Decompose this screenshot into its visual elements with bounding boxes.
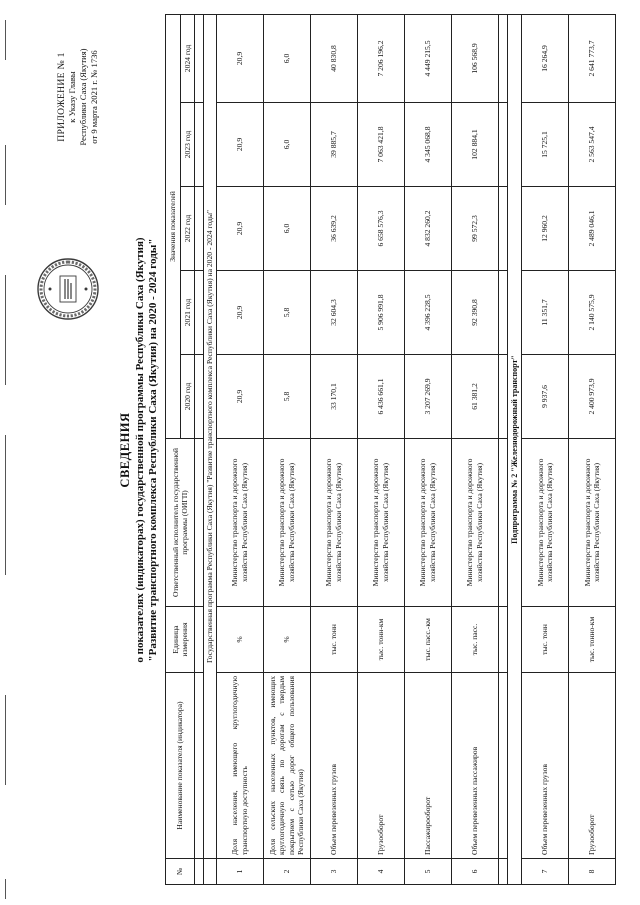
- row-value: 61 381,2: [451, 355, 498, 439]
- row-value: 99 572,3: [451, 187, 498, 271]
- row-exec: Министерство транспорта и дорожного хозяйства Республики Саха (Якутия): [357, 439, 404, 607]
- row-unit: тыс. тонно-км: [569, 607, 616, 673]
- col-header-year: 2021 год: [180, 271, 195, 355]
- row-value: 92 390,8: [451, 271, 498, 355]
- row-value: 6,0: [263, 187, 310, 271]
- row-value: 3 207 269,9: [404, 355, 451, 439]
- row-name: Грузооборот: [569, 673, 616, 859]
- spacer-row: [195, 14, 204, 884]
- spacer-row: [498, 14, 507, 884]
- row-num: 1: [216, 859, 263, 885]
- row-exec: Министерство транспорта и дорожного хозяйства Республики Саха (Якутия): [310, 439, 357, 607]
- col-header-num: №: [166, 859, 195, 885]
- row-value: 2 400 973,9: [569, 355, 616, 439]
- row-value: 20,9: [216, 14, 263, 102]
- row-value: 20,9: [216, 355, 263, 439]
- col-header-year: 2024 год: [180, 14, 195, 102]
- table-row: [522, 14, 569, 884]
- table-row: [404, 14, 451, 884]
- row-value: 20,9: [216, 271, 263, 355]
- document-subtitle: о показателях (индикаторах) государственной программы Республики Саха (Якутия): [134, 237, 146, 663]
- row-exec: Министерство транспорта и дорожного хозяйства Республики Саха (Якутия): [451, 439, 498, 607]
- row-value: 2 489 046,1: [569, 187, 616, 271]
- row-value: 4 396 228,5: [404, 271, 451, 355]
- row-value: 32 604,3: [310, 271, 357, 355]
- row-exec: Министерство транспорта и дорожного хозяйства Республики Саха (Якутия): [522, 439, 569, 607]
- table-row: [216, 14, 263, 884]
- row-unit: %: [263, 607, 310, 673]
- row-num: 2: [263, 859, 310, 885]
- row-unit: тыс. тонн-км: [357, 607, 404, 673]
- row-name: Грузооборот: [357, 673, 404, 859]
- row-exec: Министерство транспорта и дорожного хозяйства Республики Саха (Якутия): [263, 439, 310, 607]
- row-name: Объем перевезенных грузов: [522, 673, 569, 859]
- row-value: 6,0: [263, 14, 310, 102]
- table-row: [357, 14, 404, 884]
- row-value: 33 170,1: [310, 355, 357, 439]
- row-value: 6 436 661,1: [357, 355, 404, 439]
- col-header-year: 2023 год: [180, 103, 195, 187]
- row-value: 7 063 421,8: [357, 103, 404, 187]
- appendix-line-3: от 9 марта 2021 г. № 1736: [89, 50, 99, 144]
- row-unit: тыс. тонн: [522, 607, 569, 673]
- row-num: 6: [451, 859, 498, 885]
- row-num: 3: [310, 859, 357, 885]
- appendix-title: ПРИЛОЖЕНИЕ № 1: [56, 52, 67, 142]
- program-section-row: [204, 14, 217, 884]
- indicators-table: [165, 14, 616, 885]
- document-title: СВЕДЕНИЯ: [118, 412, 132, 488]
- row-exec: Министерство транспорта и дорожного хозяйства Республики Саха (Якутия): [569, 439, 616, 607]
- row-num: 8: [569, 859, 616, 885]
- row-value: 15 725,1: [522, 103, 569, 187]
- row-name: Доля сельских населенных пунктов, имеющих круглогодичную связь по дорогам с твердым покрытием с сетью дорог общего пользования Республики Саха (Якутия): [263, 673, 310, 859]
- row-name: Объем перевезенных пассажиров: [451, 673, 498, 859]
- row-unit: тыс. пасс.: [451, 607, 498, 673]
- row-exec: Министерство транспорта и дорожного хозяйства Республики Саха (Якутия): [404, 439, 451, 607]
- official-seal-icon: [36, 257, 100, 321]
- row-value: 39 885,7: [310, 103, 357, 187]
- scan-edge-lines: [0, 0, 14, 905]
- row-value: 6,0: [263, 103, 310, 187]
- col-header-year: 2020 год: [180, 355, 195, 439]
- row-value: 102 884,1: [451, 103, 498, 187]
- document-heading: [118, 135, 159, 765]
- table-row: [451, 14, 498, 884]
- row-value: 9 937,6: [522, 355, 569, 439]
- row-value: 2 140 575,9: [569, 271, 616, 355]
- row-value: 40 830,8: [310, 14, 357, 102]
- subprogram-rows: [522, 14, 616, 884]
- row-value: 11 351,7: [522, 271, 569, 355]
- appendix-line-1: к Указу Главы: [67, 71, 77, 123]
- row-unit: %: [216, 607, 263, 673]
- program-title: "Развитие транспортного комплекса Республики Саха (Якутия) на 2020 - 2024 годы": [147, 238, 159, 662]
- row-value: 12 960,2: [522, 187, 569, 271]
- row-value: 20,9: [216, 103, 263, 187]
- row-value: 4 345 068,8: [404, 103, 451, 187]
- subprogram-section-row: [507, 14, 522, 884]
- row-name: Пассажирооборот: [404, 673, 451, 859]
- col-header-year: 2022 год: [180, 187, 195, 271]
- row-unit: тыс. пасс.-км: [404, 607, 451, 673]
- row-value: 36 639,2: [310, 187, 357, 271]
- table-row: [310, 14, 357, 884]
- row-value: 5 906 991,8: [357, 271, 404, 355]
- program-section-label: Государственная программа Республики Саха (Якутия) "Развитие транспортного комплекса Республики Саха (Якутия) на 2020 - 2024 годы": [204, 14, 217, 858]
- row-value: 5,8: [263, 355, 310, 439]
- row-num: 5: [404, 859, 451, 885]
- row-num: 7: [522, 859, 569, 885]
- table-row: [263, 14, 310, 884]
- program-rows: [216, 14, 498, 884]
- col-header-unit: Единица измерения: [166, 607, 195, 673]
- row-value: 2 641 773,7: [569, 14, 616, 102]
- row-name: Объем перевезенных грузов: [310, 673, 357, 859]
- row-exec: Министерство транспорта и дорожного хозяйства Республики Саха (Якутия): [216, 439, 263, 607]
- row-unit: тыс. тонн: [310, 607, 357, 673]
- row-value: 16 264,9: [522, 14, 569, 102]
- row-value: 4 832 260,2: [404, 187, 451, 271]
- row-value: 7 206 196,2: [357, 14, 404, 102]
- row-value: 2 563 547,4: [569, 103, 616, 187]
- appendix-block: [56, 7, 100, 187]
- appendix-line-2: Республики Саха (Якутия): [78, 48, 88, 146]
- row-value: 6 658 576,3: [357, 187, 404, 271]
- header-row-top: [166, 14, 181, 884]
- table-row: [569, 14, 616, 884]
- row-value: 4 449 215,5: [404, 14, 451, 102]
- row-value: 5,8: [263, 271, 310, 355]
- row-name: Доля населения, имеющего круглогодичную транспортную доступность: [216, 673, 263, 859]
- col-header-values: Значения показателей: [166, 14, 181, 438]
- subprogram-label: Подпрограмма № 2 "Железнодорожный транспорт": [507, 14, 522, 884]
- row-num: 4: [357, 859, 404, 885]
- col-header-name: Наименование показателя (индикатора): [166, 673, 195, 859]
- row-value: 106 568,9: [451, 14, 498, 102]
- row-value: 20,9: [216, 187, 263, 271]
- col-header-exec: Ответственный исполнитель государственной программы (ОИГП): [166, 439, 195, 607]
